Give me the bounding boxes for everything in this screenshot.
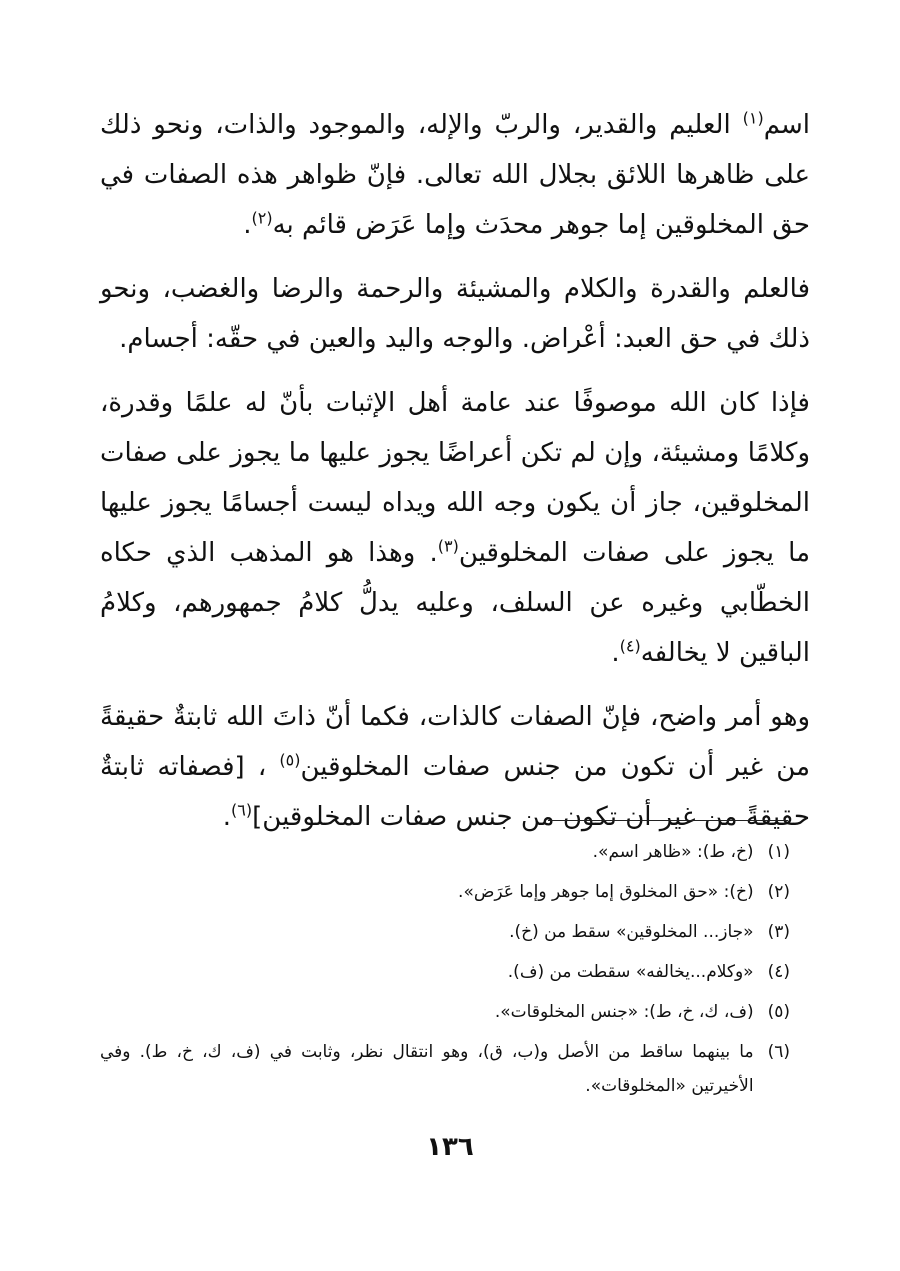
text-segment: ، [فصفاته ثابتةٌ حقيقةً من غير أن تكون من جنس صفات المخلوقين] — [100, 752, 810, 832]
text-segment: . — [222, 802, 232, 832]
footnote-text: ما بينهما ساقط من الأصل و(ب، ق)، وهو انتقال نظر، وثابت في (ف، ك، خ، ط). وفي الأخيرتين «المخلوقات». — [100, 1042, 754, 1096]
footnote-ref-2[interactable]: (٢) — [251, 208, 273, 228]
footnote-4 — [100, 952, 790, 992]
paragraph-3 — [100, 378, 810, 678]
footnote-number: (٢) — [767, 882, 790, 902]
footnote-number: (٣) — [767, 922, 790, 942]
footnote-number: (٤) — [767, 962, 790, 982]
footnote-text: «وكلام...يخالفه» سقطت من (ف). — [507, 962, 754, 982]
main-text — [100, 100, 810, 856]
text-segment: فإذا كان الله موصوفًا عند عامة أهل الإثبات بأنّ له علمًا وقدرة، وكلامًا ومشيئة، وإن لم تكن أعراضًا يجوز عليها ما يجوز على صفات المخلوقين، جاز أن يكون وجه الله ويداه ليست أجسامًا يجوز عليها ما يجوز على صفات المخلوقين — [100, 388, 810, 568]
text-segment: وهو أمر واضح، فإنّ الصفات كالذات، فكما أنّ ذاتَ الله ثابتةٌ حقيقةً من غير أن تكون من جنس صفات المخلوقين — [100, 702, 810, 782]
text-segment: . — [611, 638, 620, 668]
footnote-separator — [548, 820, 788, 821]
footnote-ref-4[interactable]: (٤) — [619, 636, 641, 656]
footnote-1 — [100, 832, 790, 872]
text-segment: . وهذا هو المذهب الذي حكاه الخطّابي وغيره عن السلف، وعليه يدلُّ كلامُ جمهورهم، وكلامُ الباقين لا يخالفه — [100, 538, 810, 668]
footnote-number: (٥) — [767, 1002, 790, 1022]
footnote-ref-1[interactable]: (١) — [742, 108, 764, 128]
footnote-ref-5[interactable]: (٥) — [279, 750, 301, 770]
footnote-text: (خ): «حق المخلوق إما جوهر وإما عَرَض». — [458, 882, 754, 902]
paragraph-1 — [100, 100, 810, 250]
footnotes — [100, 832, 790, 1103]
text-segment: فالعلم والقدرة والكلام والمشيئة والرحمة والرضا والغضب، ونحو ذلك في حق العبد: أعْراض. والوجه واليد والعين في حقّه: أجسام. — [100, 274, 810, 354]
footnote-6 — [100, 1032, 790, 1103]
footnote-number: (٦) — [767, 1042, 790, 1062]
footnote-3 — [100, 912, 790, 952]
text-segment: العليم والقدير، والربّ والإله، والموجود والذات، ونحو ذلك على ظاهرها اللائق بجلال الله تعالى. فإنّ ظواهر هذه الصفات في حق المخلوقين إما جوهر محدَث وإما عَرَض قائم به — [100, 110, 810, 240]
footnote-number: (١) — [767, 842, 790, 862]
paragraph-2 — [100, 264, 810, 364]
footnote-5 — [100, 992, 790, 1032]
text-segment: اسم — [763, 110, 810, 140]
footnote-ref-3[interactable]: (٣) — [437, 536, 459, 556]
footnote-ref-6[interactable]: (٦) — [231, 800, 253, 820]
footnote-text: (ف، ك، خ، ط): «جنس المخلوقات». — [494, 1002, 754, 1022]
footnote-text: (خ، ط): «ظاهر اسم». — [592, 842, 754, 862]
footnote-2 — [100, 872, 790, 912]
text-segment: . — [243, 210, 252, 240]
page-number: ١٣٦ — [426, 1132, 474, 1162]
footnote-text: «جاز... المخلوقين» سقط من (خ). — [509, 922, 754, 942]
